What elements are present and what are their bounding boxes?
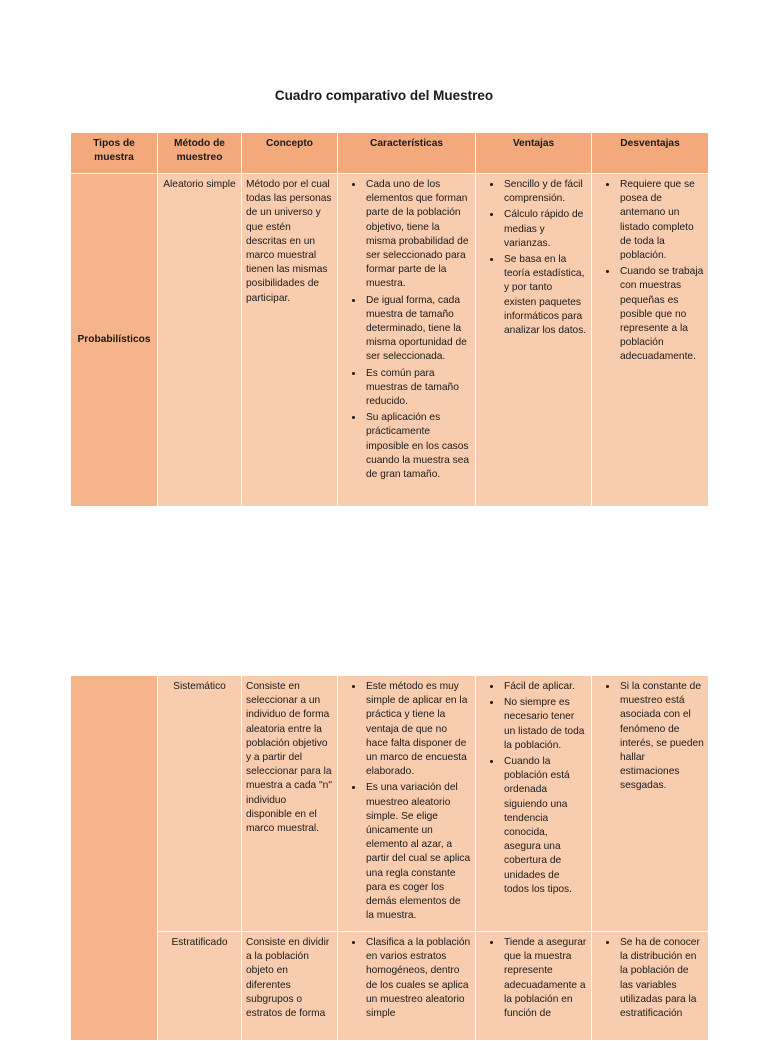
- header-cell: Ventajas: [476, 133, 592, 174]
- method-cell: Sistemático: [158, 676, 242, 932]
- comparison-table-page2: [70, 675, 709, 1041]
- method-cell: Aleatorio simple: [158, 174, 242, 507]
- list-item: • Cada uno de los elementos que forman parte de la población objetivo, tiene la misma probabilidad de ser seleccionado para formar parte de la muestra.: [364, 178, 471, 292]
- table-row: [71, 932, 709, 1041]
- list-item: • Clasifica a la población en varios estratos homogéneos, dentro de los cuales se aplica un muestreo aleatorio simple: [364, 936, 471, 1021]
- section-cell: [71, 676, 158, 1041]
- table-header-row: [71, 133, 709, 174]
- table-row: [71, 174, 709, 507]
- method-cell: Estratificado: [158, 932, 242, 1041]
- list-item: • Es común para muestras de tamaño reducido.: [364, 367, 471, 410]
- disadvantages-cell: [592, 932, 709, 1041]
- table-row: [71, 676, 709, 932]
- characteristics-cell: [338, 932, 476, 1041]
- list-item: • Sencillo y de fácil comprensión.: [502, 178, 587, 206]
- list-item: • Es una variación del muestreo aleatorio simple. Se elige únicamente un elemento al azar, a partir del cual se aplica una regla constante para es coger los demás elementos de la muestra.: [364, 781, 471, 923]
- header-cell: Concepto: [242, 133, 338, 174]
- advantages-cell: [476, 676, 592, 932]
- disadvantages-cell: [592, 174, 709, 507]
- list-item: • Cuando la población está ordenada siguiendo una tendencia conocida, asegura una cobertura de unidades de todos los tipos.: [502, 755, 587, 897]
- list-item: • Este método es muy simple de aplicar en la práctica y tiene la ventaja de que no hace falta disponer de un marco de encuesta elaborado.: [364, 680, 471, 779]
- header-cell: Tipos de muestra: [71, 133, 158, 174]
- list-item: • Tiende a asegurar que la muestra represente adecuadamente a la población en función de: [502, 936, 587, 1021]
- list-item: • Requiere que se posea de antemano un listado completo de toda la población.: [618, 178, 704, 263]
- concept-cell: Método por el cual todas las personas de un universo y que estén descritas en un marco muestral tienen las mismas posibilidades de participar.: [242, 174, 338, 507]
- list-item: • Cálculo rápido de medias y varianzas.: [502, 208, 587, 251]
- list-item: • Si la constante de muestreo está asociada con el fenómeno de interés, se pueden hallar estimaciones sesgadas.: [618, 680, 704, 794]
- section-label: Probabilísticos: [71, 174, 158, 507]
- advantages-cell: [476, 174, 592, 507]
- advantages-cell: [476, 932, 592, 1041]
- document-title: Cuadro comparativo del Muestreo: [274, 88, 494, 103]
- concept-cell: Consiste en dividir a la población objeto en diferentes subgrupos o estratos de forma: [242, 932, 338, 1041]
- characteristics-cell: [338, 676, 476, 932]
- header-cell: Características: [338, 133, 476, 174]
- list-item: • Se basa en la teoría estadística, y por tanto existen paquetes informáticos para analizar los datos.: [502, 253, 587, 338]
- characteristics-cell: [338, 174, 476, 507]
- list-item: • Su aplicación es prácticamente imposible en los casos cuando la muestra sea de gran tamaño.: [364, 411, 471, 482]
- header-cell: Método de muestreo: [158, 133, 242, 174]
- list-item: • Cuando se trabaja con muestras pequeñas es posible que no represente a la población adecuadamente.: [618, 265, 704, 364]
- list-item: • De igual forma, cada muestra de tamaño determinado, tiene la misma oportunidad de ser seleccionada.: [364, 294, 471, 365]
- list-item: • Fácil de aplicar.: [502, 680, 587, 694]
- list-item: • No siempre es necesario tener un listado de toda la población.: [502, 696, 587, 753]
- disadvantages-cell: [592, 676, 709, 932]
- header-cell: Desventajas: [592, 133, 709, 174]
- list-item: • Se ha de conocer la distribución en la población de las variables utilizadas para la estratificación: [618, 936, 704, 1021]
- comparison-table-page1: [70, 132, 709, 507]
- concept-cell: Consiste en seleccionar a un individuo de forma aleatoria entre la población objetivo y a partir del seleccionar para la muestra a cada "n" individuo disponible en el marco muestral.: [242, 676, 338, 932]
